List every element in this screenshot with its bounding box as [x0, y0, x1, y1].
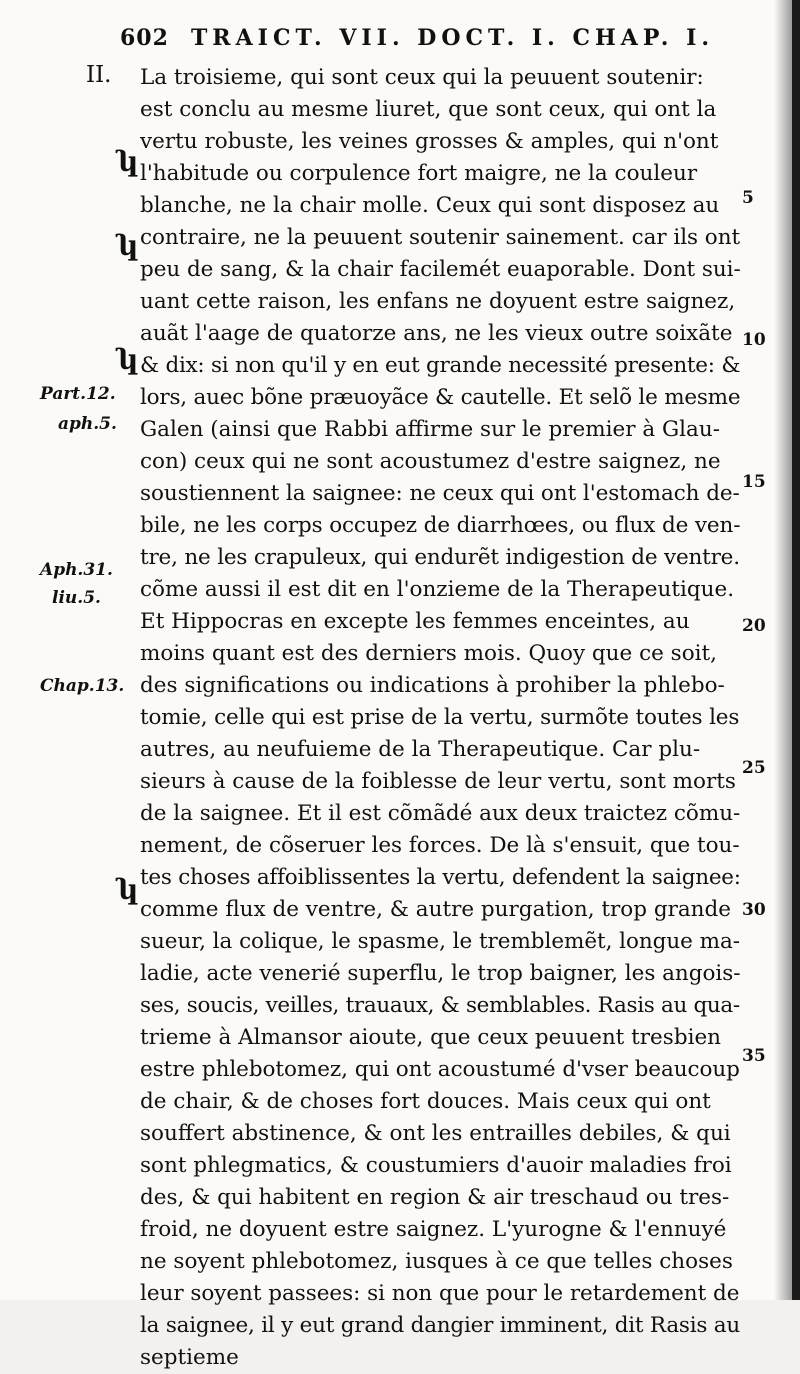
page-edge	[792, 0, 800, 1300]
margin-note: liu.5.	[52, 588, 101, 608]
text-line: leur soyent passees: si non que pour le retardement de	[140, 1281, 740, 1306]
paragraph-mark-icon: ʮ	[118, 229, 136, 262]
text-line: La troisieme, qui sont ceux qui la peuuent soutenir:	[140, 65, 704, 90]
text-line: blanche, ne la chair molle. Ceux qui sont disposez au	[140, 193, 720, 218]
text-line: tomie, celle qui est prise de la vertu, surmõte toutes les	[140, 705, 740, 730]
section-number: II.	[86, 62, 112, 88]
paragraph-mark-icon: ʮ	[118, 343, 136, 376]
text-line: ses, soucis, veilles, trauaux, & semblables. Rasis au qua-	[140, 993, 740, 1018]
text-line: auãt l'aage de quatorze ans, ne les vieux outre soixãte	[140, 321, 733, 346]
text-line: lors, auec bõne præuoyãce & cautelle. Et selõ le mesme	[140, 385, 741, 410]
line-number: 30	[742, 900, 766, 920]
text-line: la saignee, il y eut grand dangier imminent, dit Rasis au	[140, 1313, 740, 1338]
text-line: de la saignee. Et il est cõmãdé aux deux traictez cõmu-	[140, 801, 741, 826]
text-line: des, & qui habitent en region & air treschaud ou tres-	[140, 1185, 730, 1210]
text-line: soustiennent la saignee: ne ceux qui ont l'estomach de-	[140, 481, 740, 506]
line-number: 15	[742, 472, 766, 492]
text-line: des significations ou indications à prohiber la phlebo-	[140, 673, 725, 698]
line-number: 20	[742, 616, 766, 636]
text-line: moins quant est des derniers mois. Quoy que ce soit,	[140, 641, 718, 666]
margin-note: aph.5.	[58, 414, 117, 434]
text-line: sueur, la colique, le spasme, le tremblemẽt, longue ma-	[140, 929, 740, 954]
text-line: ne soyent phlebotomez, iusques à ce que telles choses	[140, 1249, 733, 1274]
text-line: tre, ne les crapuleux, qui endurẽt indigestion de ventre.	[140, 545, 740, 570]
text-line: peu de sang, & la chair facilemét euaporable. Dont sui-	[140, 257, 741, 282]
text-line: froid, ne doyuent estre saignez. L'yurogne & l'ennuyé	[140, 1217, 727, 1242]
text-line: sont phlegmatics, & coustumiers d'auoir maladies froi	[140, 1153, 732, 1178]
text-line: nement, de cõseruer les forces. De là s'ensuit, que tou-	[140, 833, 740, 858]
body-text	[140, 62, 740, 1374]
paragraph-mark-icon: ʮ	[118, 145, 136, 178]
page-number: 602	[120, 25, 169, 51]
line-number: 5	[742, 188, 754, 208]
text-line: sieurs à cause de la foiblesse de leur vertu, sont morts	[140, 769, 736, 794]
running-title: TRAICT. VII. DOCT. I. CHAP. I.	[190, 25, 715, 51]
margin-note: Chap.13.	[40, 676, 125, 696]
text-line: contraire, ne la peuuent soutenir sainement. car ils ont	[140, 225, 741, 250]
text-line: bile, ne les corps occupez de diarrhœes, ou flux de ven-	[140, 513, 741, 538]
text-line: comme flux de ventre, & autre purgation, trop grande	[140, 897, 732, 922]
text-line: & dix: si non qu'il y en eut grande necessité presente: &	[140, 353, 741, 378]
text-line: tes choses affoiblissentes la vertu, defendent la saignee:	[140, 865, 741, 890]
text-line: cõme aussi il est dit en l'onzieme de la Therapeutique.	[140, 577, 735, 602]
margin-note: Part.12.	[40, 384, 116, 404]
text-line: l'habitude ou corpulence fort maigre, ne la couleur	[140, 161, 698, 186]
text-line: con) ceux qui ne sont acoustumez d'estre saignez, ne	[140, 449, 721, 474]
margin-note: Aph.31.	[40, 560, 113, 580]
text-line: ladie, acte venerié superflu, le trop baigner, les angois-	[140, 961, 741, 986]
line-number: 10	[742, 330, 766, 350]
text-line: autres, au neufuieme de la Therapeutique. Car plu-	[140, 737, 701, 762]
line-number: 35	[742, 1046, 766, 1066]
text-line: Et Hippocras en excepte les femmes enceintes, au	[140, 609, 690, 634]
text-line: estre phlebotomez, qui ont acoustumé d'vser beaucoup	[140, 1057, 740, 1082]
text-line: septieme	[140, 1345, 239, 1370]
paragraph-mark-icon: ʮ	[118, 873, 136, 906]
text-line: uant cette raison, les enfans ne doyuent estre saignez,	[140, 289, 736, 314]
text-line: de chair, & de choses fort douces. Mais ceux qui ont	[140, 1089, 711, 1114]
text-line: vertu robuste, les veines grosses & amples, qui n'ont	[140, 129, 719, 154]
text-line: Galen (ainsi que Rabbi affirme sur le premier à Glau-	[140, 417, 720, 442]
text-line: est conclu au mesme liuret, que sont ceux, qui ont la	[140, 97, 717, 122]
line-number: 25	[742, 758, 766, 778]
text-line: souffert abstinence, & ont les entrailles debiles, & qui	[140, 1121, 731, 1146]
running-header	[120, 24, 720, 52]
text-line: trieme à Almansor aioute, que ceux peuuent tresbien	[140, 1025, 722, 1050]
